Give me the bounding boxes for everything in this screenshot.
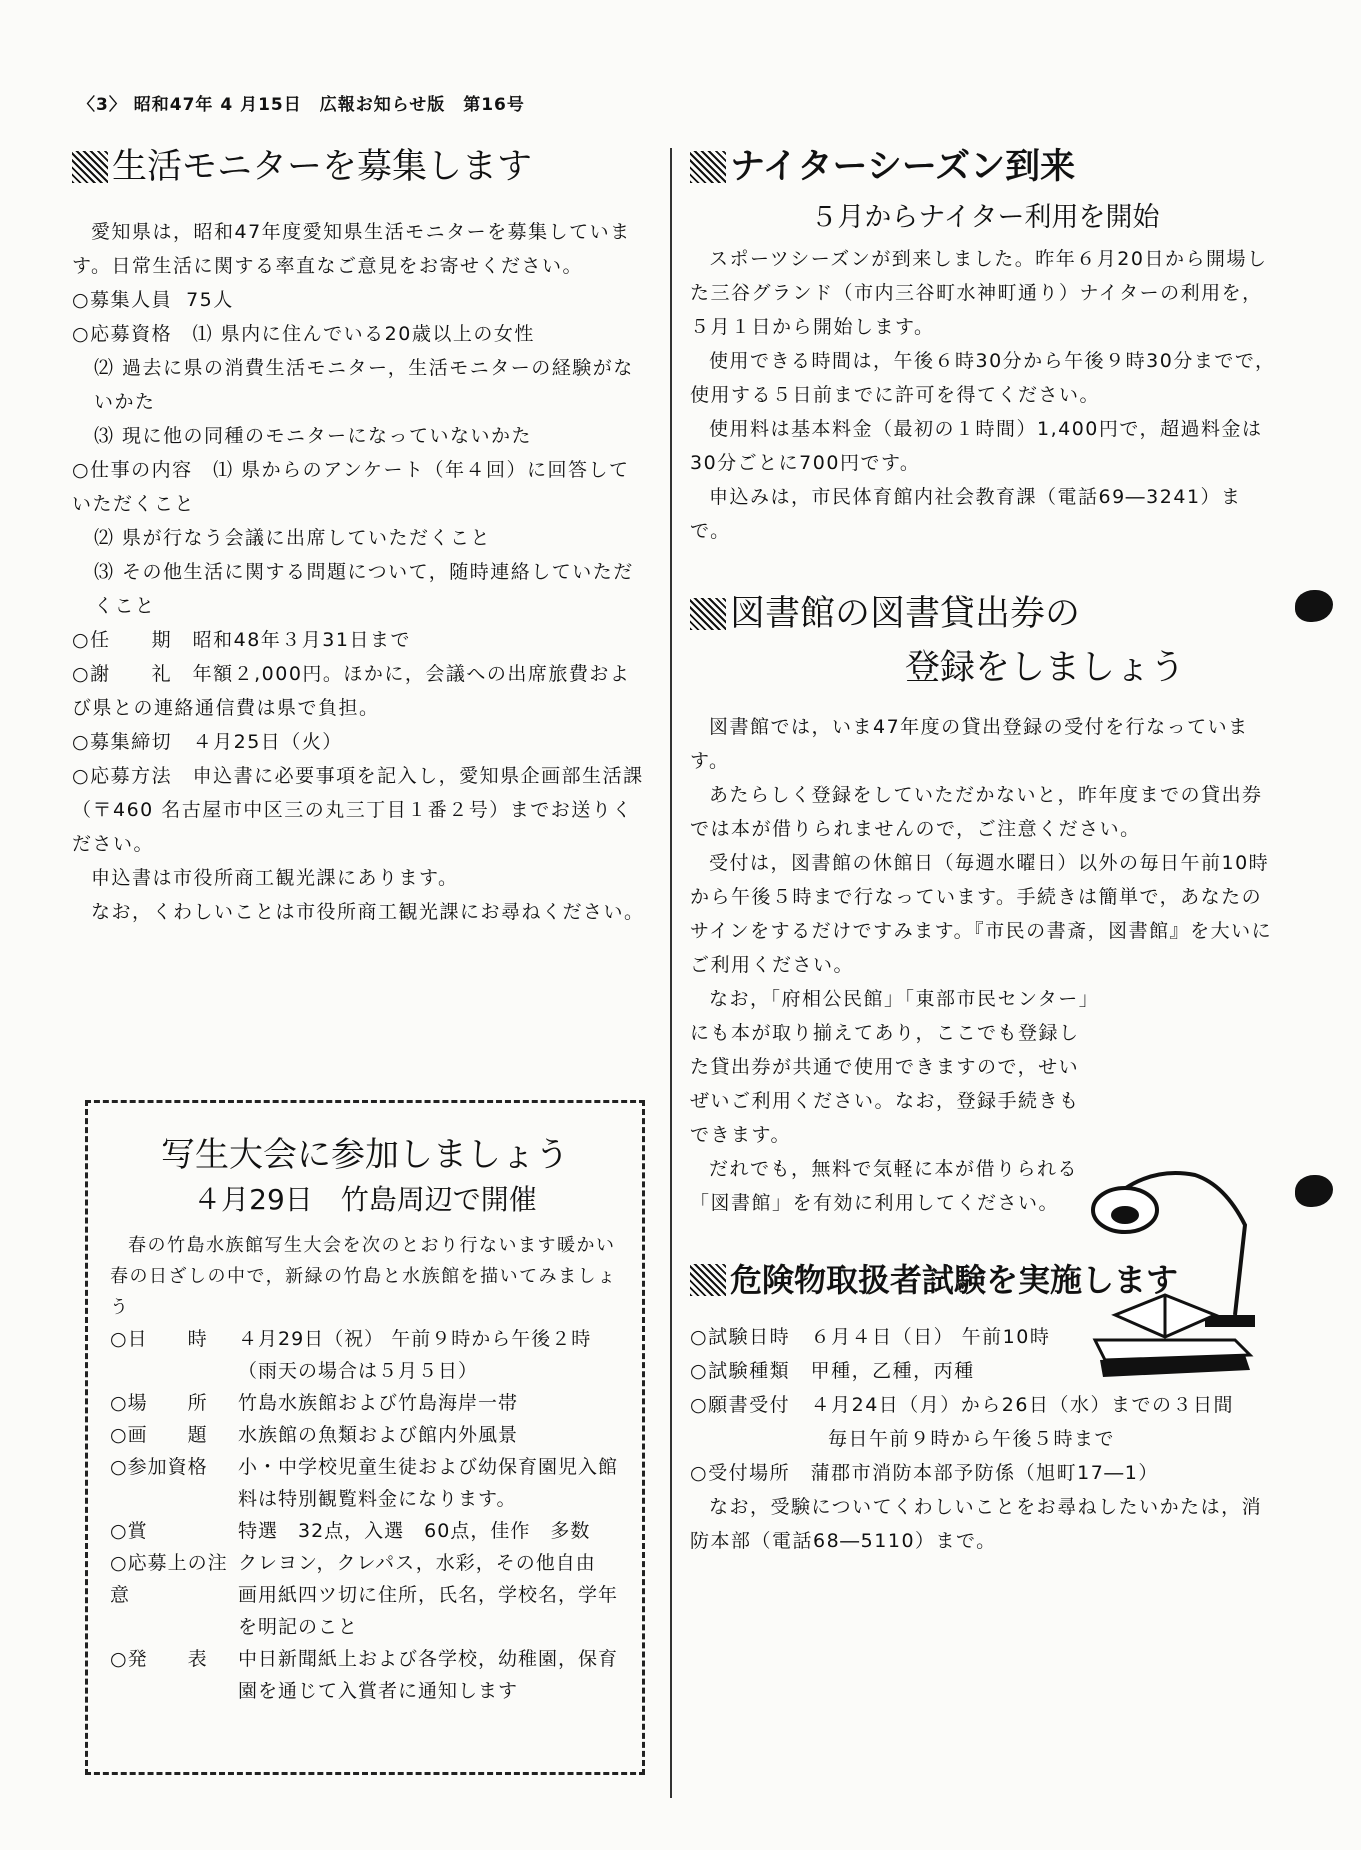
library-article (690, 592, 1280, 1220)
monitor-work3: ⑶ その他生活に関する問題について，随時連絡していただくこと (94, 561, 634, 617)
library-p5: だれでも，無料で気軽に本が借りられる「図書館」を有効に利用してください。 (690, 1158, 1079, 1214)
monitor-article (72, 145, 647, 929)
night-p2: 使用できる時間は，午後６時30分から午後９時30分までで，使用する５日前までに許可を得てください。 (690, 350, 1276, 406)
library-p4: なお，「府相公民館」「東部市民センター」にも本が取り揃えてあり，ここでも登録した貸出券が共通で使用できますので，せいぜいご利用ください。なお，登録手続きもできます。 (690, 988, 1090, 1146)
hazard-app2: 毎日午前９時から午後５時まで (828, 1428, 1116, 1450)
hatch-icon (690, 598, 726, 630)
sketch-contest-box (85, 1100, 645, 1775)
sketch-caution: ○応募上の注意 クレヨン，クレパス，水彩，その他自由 画用紙四ツ切に住所，氏名，学校名，学年を明記のこと (110, 1552, 619, 1638)
monitor-work2: ⑵ 県が行なう会議に出席していただくこと (94, 527, 492, 549)
sketch-announce: ○発 表 中日新聞紙上および各学校，幼稚園，保育園を通じて入賞者に通知します (110, 1648, 619, 1702)
left-column (72, 145, 647, 929)
desk-lamp-books-illustration (1085, 1165, 1275, 1385)
sketch-subtitle: ４月29日 竹島周辺で開催 (193, 1183, 537, 1216)
monitor-deadline: ○募集締切 ４月25日（火） (72, 731, 343, 753)
sketch-date: ○日 時 ４月29日（祝） 午前９時から午後２時（雨天の場合は５月５日） (110, 1328, 592, 1382)
library-title: 図書館の図書貸出券の (690, 592, 1280, 636)
hazard-title: 危険物取扱者試験を実施します (690, 1258, 1280, 1302)
monitor-reward: ○謝 礼 年額２,000円。ほかに，会議への出席旅費および県との連絡通信費は県で負担。 (72, 663, 631, 719)
sketch-qual: ○参加資格 小・中学校児童生徒および幼保育園児入館料は特別観覧料金になります。 (110, 1456, 619, 1510)
night-article (690, 145, 1280, 548)
night-p4: 申込みは，市民体育館内社会教育課（電話69―3241）まで。 (690, 486, 1242, 542)
monitor-title: 生活モニターを募集します (72, 145, 647, 189)
hazard-note: なお，受験についてくわしいことをお尋ねしたいかたは，消防本部（電話68―5110）まで。 (690, 1496, 1263, 1552)
hatch-icon (690, 151, 726, 183)
monitor-qual2: ⑵ 過去に県の消費生活モニター，生活モニターの経験がないかた (94, 357, 634, 413)
monitor-number: ○募集人員 75人 (72, 289, 234, 311)
monitor-intro: 愛知県は，昭和47年度愛知県生活モニターを募集しています。日常生活に関する率直なご意見をお寄せください。 (72, 221, 631, 277)
library-p2: あたらしく登録をしていただかないと，昨年度までの貸出券では本が借りられませんので，ご注意ください。 (690, 784, 1263, 840)
sketch-place: ○場 所 竹島水族館および竹島海岸一帯 (110, 1392, 519, 1414)
ink-blot (1295, 590, 1333, 622)
monitor-qual3: ⑶ 現に他の同種のモニターになっていないかた (94, 425, 533, 447)
monitor-work: ○仕事の内容 ⑴ 県からのアンケート（年４回）に回答していただくこと (72, 459, 630, 515)
sketch-subject: ○画 題 水族館の魚類および館内外風景 (110, 1424, 519, 1446)
night-title: ナイターシーズン到来 (690, 145, 1280, 189)
monitor-note1: 申込書は市役所商工観光課にあります。 (91, 867, 459, 889)
hazard-kind: ○試験種類 甲種，乙種，丙種 (690, 1360, 975, 1382)
column-divider (670, 148, 672, 1798)
library-p1: 図書館では，いま47年度の貸出登録の受付を行なっています。 (690, 716, 1249, 772)
ink-blot (1295, 1175, 1333, 1207)
night-subtitle: ５月からナイター利用を開始 (810, 202, 1160, 233)
hazard-place: ○受付場所 蒲郡市消防本部予防係（旭町17―1） (690, 1462, 1159, 1484)
monitor-term: ○任 期 昭和48年３月31日まで (72, 629, 411, 651)
night-p1: スポーツシーズンが到来しました。昨年６月20日から開場した三谷グランド（市内三谷町水神町通り）ナイターの利用を，５月１日から開始します。 (690, 248, 1268, 338)
library-title2: 登録をしましょう (904, 648, 1185, 688)
monitor-qual-label: ○応募資格 ⑴ 県内に住んでいる20歳以上の女性 (72, 323, 535, 345)
night-p3: 使用料は基本料金（最初の１時間）1,400円で，超過料金は30分ごとに700円です。 (690, 418, 1263, 474)
hazard-app: ○願書受付 ４月24日（月）から26日（水）までの３日間 (690, 1394, 1234, 1416)
page-header: 〈3〉 昭和47年 4 月15日 広報お知らせ版 第16号 (78, 95, 525, 115)
hatch-icon (72, 151, 108, 183)
library-p3: 受付は，図書館の休館日（毎週水曜日）以外の毎日午前10時から午後５時まで行なっています。手続きは簡単で，あなたのサインをするだけですみます。『市民の書斎，図書館』を大いにご利用ください。 (690, 852, 1273, 976)
monitor-note2: なお，くわしいことは市役所商工観光課にお尋ねください。 (91, 901, 645, 923)
sketch-intro: 春の竹島水族館写生大会を次のとおり行ないます暖かい春の日ざしの中で，新緑の竹島と水族館を描いてみましょう (110, 1235, 617, 1318)
monitor-method: ○応募方法 申込書に必要事項を記入し，愛知県企画部生活課（〒460 名古屋市中区三の丸三丁目１番２号）までお送りください。 (72, 765, 644, 855)
sketch-title: 写生大会に参加しましょう (161, 1135, 569, 1175)
hatch-icon (690, 1264, 726, 1296)
hazard-date: ○試験日時 ６月４日（日） 午前10時 (690, 1326, 1051, 1348)
sketch-prize: ○賞 特選 32点，入選 60点，佳作 多数 (110, 1520, 591, 1542)
